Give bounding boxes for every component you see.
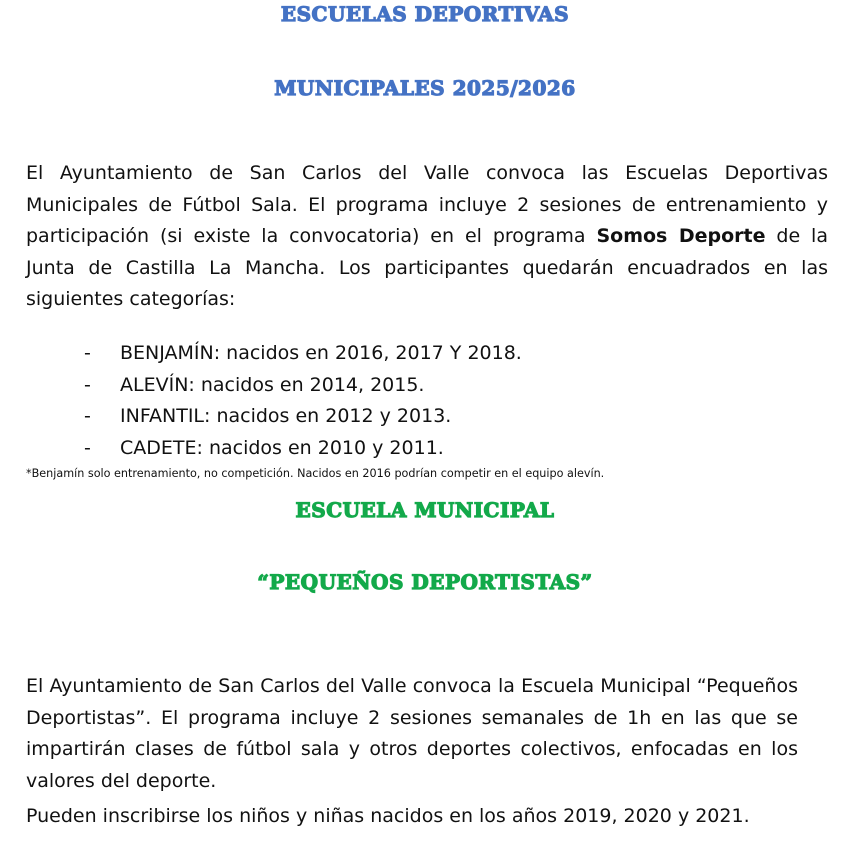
bullet-dash: - <box>84 405 91 427</box>
category-cadete: CADETE: nacidos en 2010 y 2011. <box>120 436 444 459</box>
list-item <box>84 401 522 433</box>
section1-paragraph-post: de la Junta de Castilla La Mancha. Los participantes quedarán encuadrados en las siguientes categorías: <box>26 225 828 310</box>
somos-deporte-bold: Somos Deporte <box>596 225 766 247</box>
section1-title-line1: ESCUELAS DEPORTIVAS <box>280 2 570 26</box>
benjamin-footnote: *Benjamín solo entrenamiento, no competición. Nacidos en 2016 podrían competir en el equipo alevín. <box>26 467 605 480</box>
category-alevin: ALEVÍN: nacidos en 2014, 2015. <box>120 373 425 396</box>
section2-paragraph: El Ayuntamiento de San Carlos del Valle convoca la Escuela Municipal “Pequeños Deportistas”. El programa incluye 2 sesiones semanales de 1h en las que se impartirán clases de fútbol sala y otros deportes colectivos, enfocadas en los valores del deporte. <box>26 675 798 792</box>
category-infantil: INFANTIL: nacidos en 2012 y 2013. <box>120 405 452 427</box>
section2-eligibility: Pueden inscribirse los niños y niñas nacidos en los años 2019, 2020 y 2021. <box>26 805 750 827</box>
section1-paragraph <box>26 158 828 316</box>
section2-title-line2: “PEQUEÑOS DEPORTISTAS” <box>257 570 593 594</box>
section1-paragraph-pre: El Ayuntamiento de San Carlos del Valle convoca las Escuelas Deportivas Municipales de Fútbol Sala. El programa incluye 2 sesiones de entrenamiento y participación (si existe la convocatoria) en el programa <box>26 162 828 247</box>
bullet-dash: - <box>84 342 91 364</box>
list-item <box>84 338 522 370</box>
list-item <box>84 433 522 465</box>
categories-list <box>84 338 522 464</box>
category-benjamin: BENJAMÍN: nacidos en 2016, 2017 Y 2018. <box>120 342 522 364</box>
bullet-dash: - <box>84 373 91 396</box>
section1-title-line2: MUNICIPALES 2025/2026 <box>274 76 576 100</box>
section2-title-line1: ESCUELA MUNICIPAL <box>295 498 555 522</box>
list-item <box>84 370 522 402</box>
bullet-dash: - <box>84 436 91 459</box>
